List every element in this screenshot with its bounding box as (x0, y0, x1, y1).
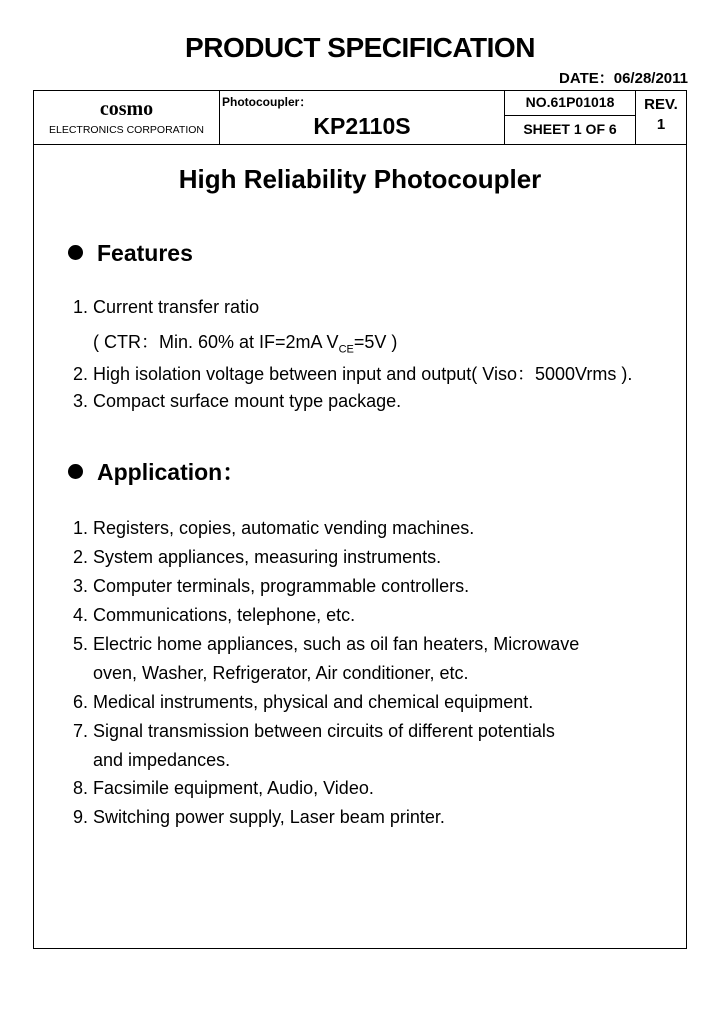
features-heading-text: Features (97, 240, 193, 266)
product-type-label: Photocoupler： (222, 95, 312, 109)
application-item: 5. Electric home appliances, such as oil fan heaters, Microwave (73, 634, 580, 654)
application-item: 1. Registers, copies, automatic vending machines. (73, 518, 475, 538)
application-item: 2. System appliances, measuring instruments. (73, 547, 442, 567)
application-item: 3. Computer terminals, programmable controllers. (73, 576, 470, 596)
application-item-continuation: and impedances. (93, 750, 231, 770)
application-item: 6. Medical instruments, physical and chemical equipment. (73, 692, 534, 712)
feature-item-detail: ( CTR：Min. 60% at IF=2mA $V_{CE}=5V$ ) (93, 332, 398, 356)
application-item: 7. Signal transmission between circuits of different potentials (73, 721, 555, 741)
application-heading (68, 454, 245, 487)
document-title: High Reliability Photocoupler (178, 164, 542, 194)
document-number-cell (505, 91, 636, 144)
company-cell (34, 91, 220, 144)
title-block (34, 91, 686, 145)
feature-item: 1. Current transfer ratio (73, 297, 260, 317)
document-number: NO.61P01018 (505, 94, 635, 116)
features-heading (68, 240, 193, 267)
application-item: 4. Communications, telephone, etc. (73, 605, 356, 625)
application-item-continuation: oven, Washer, Refrigerator, Air conditioner, etc. (93, 663, 469, 683)
sheet-number: SHEET 1 OF 6 (523, 121, 617, 137)
revision-label: REV. (644, 96, 678, 113)
revision-cell (636, 91, 686, 144)
feature-item: 3. Compact surface mount type package. (73, 391, 402, 411)
feature-item: 2. High isolation voltage between input and output( Viso：5000Vrms ). (73, 364, 633, 384)
product-model: KP2110S (313, 113, 411, 139)
application-heading-text: Application： (97, 459, 246, 485)
company-name: ELECTRONICS CORPORATION (49, 124, 204, 136)
application-item: 8. Facsimile equipment, Audio, Video. (73, 778, 374, 798)
revision-value: 1 (656, 116, 666, 133)
product-cell (220, 91, 505, 144)
company-logo: cosmo (99, 98, 154, 120)
document-header-title: PRODUCT SPECIFICATION (185, 32, 535, 63)
issue-date: DATE：06/28/2011 (559, 70, 688, 87)
bullet-icon (68, 464, 83, 479)
bullet-icon (68, 245, 83, 260)
application-item: 9. Switching power supply, Laser beam printer. (73, 807, 445, 827)
